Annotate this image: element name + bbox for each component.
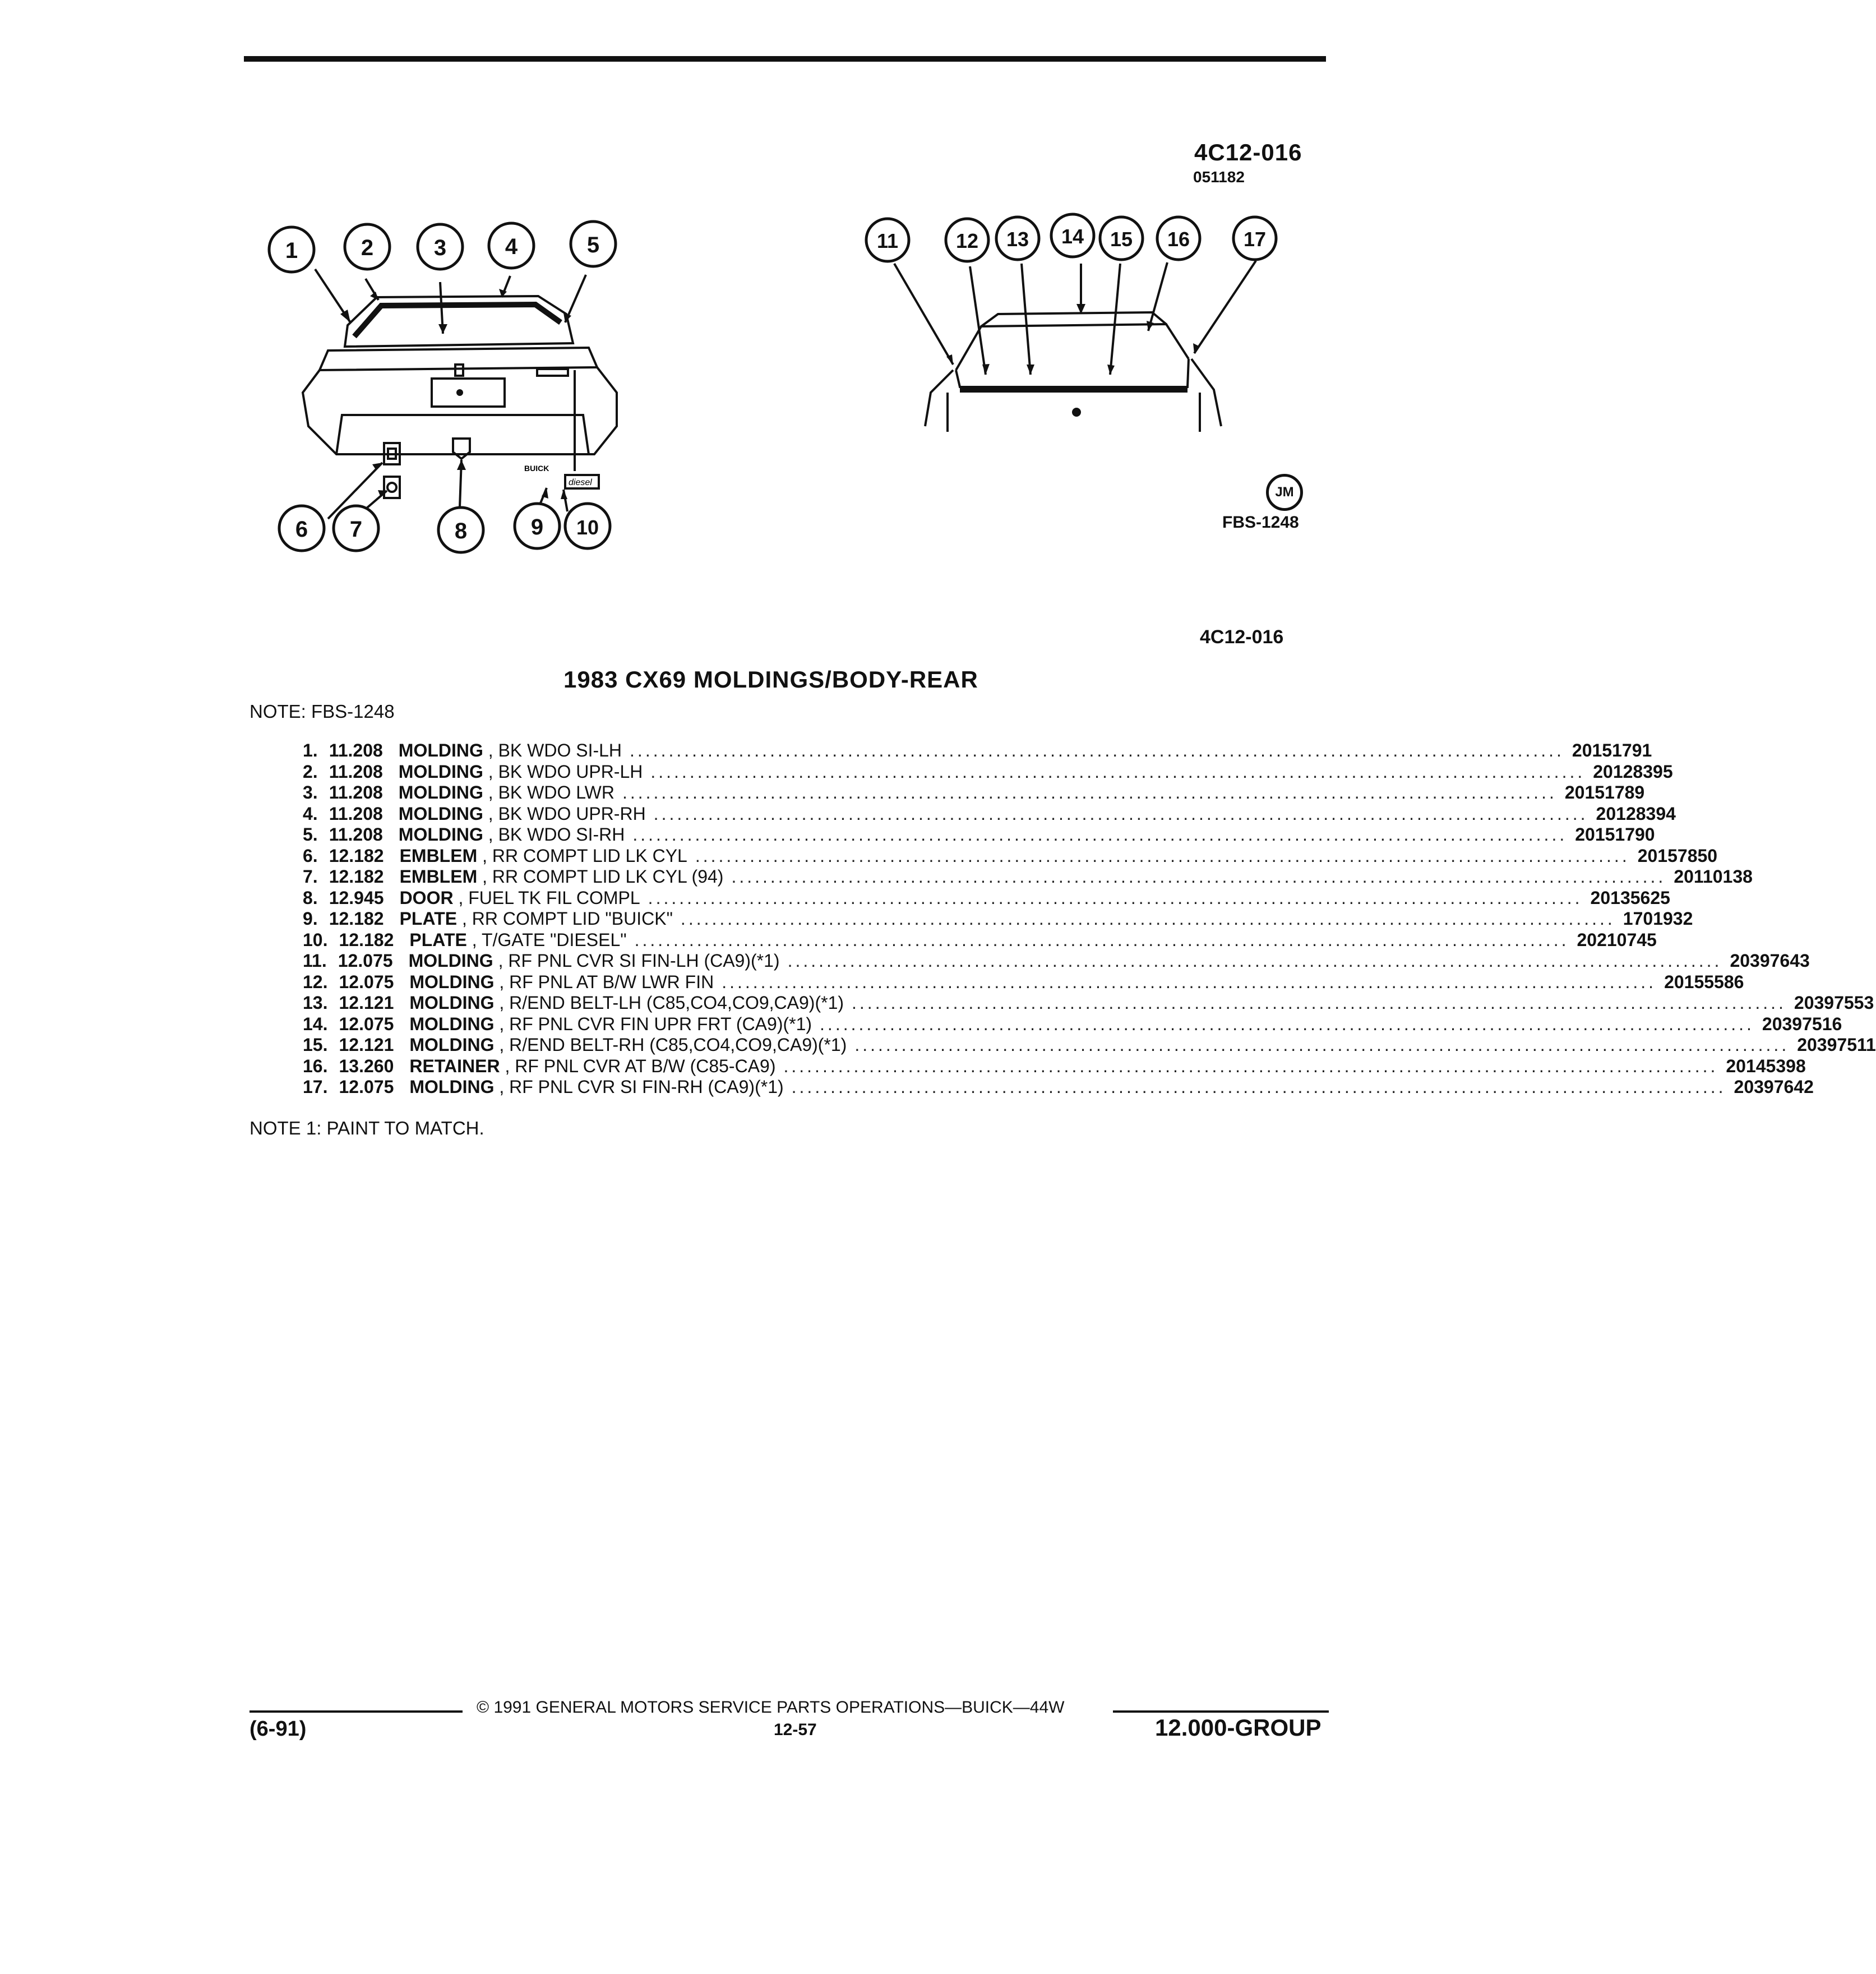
part-name: MOLDING bbox=[398, 803, 483, 824]
leader-dots: ........................................................................................................................ bbox=[791, 1077, 1726, 1097]
part-description bbox=[383, 782, 614, 803]
right-car-roof bbox=[956, 324, 1189, 370]
leader-dots: ........................................................................................................................ bbox=[622, 782, 1557, 802]
leader-dots: ........................................................................................................................ bbox=[648, 887, 1583, 908]
part-index: 4. bbox=[303, 803, 318, 824]
part-number: 20210745 bbox=[1577, 929, 1657, 950]
part-detail: , RF PNL CVR SI FIN-RH (CA9)(*1) bbox=[494, 1077, 784, 1097]
part-description bbox=[384, 846, 687, 866]
callout-9 bbox=[515, 504, 560, 548]
part-code: 12.945 bbox=[329, 887, 384, 908]
part-name: MOLDING bbox=[398, 824, 483, 845]
svg-text:15: 15 bbox=[1110, 228, 1133, 251]
parts-row bbox=[303, 971, 1744, 993]
part-index: 15. bbox=[303, 1035, 328, 1055]
leader-dots: ........................................................................................................................ bbox=[650, 761, 1586, 782]
svg-text:11: 11 bbox=[876, 229, 899, 252]
part-name: MOLDING bbox=[409, 993, 495, 1013]
left-car-deck-lid bbox=[320, 348, 597, 370]
part-index: 6. bbox=[303, 845, 318, 866]
part-number: 20155586 bbox=[1664, 971, 1744, 992]
callout-11 bbox=[866, 219, 909, 261]
part-index: 1. bbox=[303, 740, 318, 760]
part-code: 11.208 bbox=[329, 740, 383, 760]
page-number: 12-57 bbox=[774, 1721, 817, 1739]
parts-row bbox=[303, 1013, 1842, 1035]
part-index: 8. bbox=[303, 887, 318, 908]
part-detail: , R/END BELT-RH (C85,CO4,CO9,CA9)(*1) bbox=[494, 1035, 847, 1055]
part-number: 20151791 bbox=[1572, 740, 1652, 760]
part-number: 20151790 bbox=[1575, 824, 1655, 845]
part-code: 13.260 bbox=[339, 1055, 394, 1076]
part-code: 12.121 bbox=[339, 993, 394, 1013]
part-name: MOLDING bbox=[409, 1013, 495, 1034]
callout-17 bbox=[1233, 217, 1276, 260]
part-description bbox=[394, 993, 844, 1013]
part-number: 20397511 bbox=[1797, 1035, 1876, 1055]
leader-dots: ........................................................................................................................ bbox=[854, 1035, 1790, 1055]
callout-2 bbox=[345, 224, 390, 269]
part-description bbox=[383, 804, 646, 824]
part-code: 12.182 bbox=[329, 908, 384, 929]
part-name: MOLDING bbox=[409, 1035, 495, 1055]
part-detail: , BK WDO UPR-LH bbox=[483, 761, 643, 782]
part-detail: , BK WDO SI-LH bbox=[483, 740, 622, 760]
part-index: 5. bbox=[303, 824, 318, 845]
callout-13 bbox=[996, 217, 1039, 260]
part-name: PLATE bbox=[399, 908, 458, 929]
part-description bbox=[383, 824, 625, 845]
part-number: 20397516 bbox=[1762, 1013, 1842, 1034]
svg-text:3: 3 bbox=[433, 236, 447, 260]
part-index: 14. bbox=[303, 1013, 328, 1034]
jm-logo: JM bbox=[1266, 474, 1303, 511]
part-code: 11.208 bbox=[329, 761, 383, 782]
part-code: 12.075 bbox=[338, 951, 393, 971]
part-detail: , RF PNL CVR SI FIN-LH (CA9)(*1) bbox=[493, 951, 780, 971]
parts-illustration bbox=[0, 0, 1417, 617]
part-number: 20397553 bbox=[1794, 993, 1874, 1013]
callout-12 bbox=[946, 219, 988, 261]
part-number: 20397642 bbox=[1734, 1077, 1814, 1097]
part-index: 13. bbox=[303, 993, 328, 1013]
parts-row bbox=[303, 1077, 1814, 1098]
date-code: 051182 bbox=[1193, 168, 1245, 186]
part-name: MOLDING bbox=[398, 740, 483, 760]
part-detail: , RR COMPT LID LK CYL bbox=[477, 845, 687, 866]
svg-text:7: 7 bbox=[349, 517, 363, 542]
part-code: 12.182 bbox=[339, 929, 394, 950]
svg-text:14: 14 bbox=[1061, 225, 1084, 248]
part-name: EMBLEM bbox=[399, 866, 478, 887]
svg-text:6: 6 bbox=[295, 517, 308, 542]
parts-row bbox=[303, 761, 1673, 783]
part-name: MOLDING bbox=[398, 782, 483, 802]
part-description bbox=[394, 1035, 847, 1055]
part-description bbox=[394, 1056, 775, 1077]
part-index: 9. bbox=[303, 908, 318, 929]
leader-dots: ........................................................................................................................ bbox=[852, 993, 1786, 1013]
part-description bbox=[394, 930, 626, 951]
part-code: 12.075 bbox=[339, 1077, 394, 1097]
figure-code: FBS-1248 bbox=[1222, 513, 1299, 532]
part-detail: , RR COMPT LID "BUICK" bbox=[457, 908, 673, 929]
section-code: 4C12-016 bbox=[1200, 626, 1284, 648]
parts-row bbox=[303, 866, 1753, 888]
part-detail: , T/GATE "DIESEL" bbox=[466, 929, 627, 950]
part-number: 20151789 bbox=[1564, 782, 1645, 802]
svg-text:17: 17 bbox=[1243, 228, 1267, 251]
footer-rule-left bbox=[249, 1710, 463, 1713]
svg-text:2: 2 bbox=[361, 236, 374, 260]
callout-8 bbox=[438, 508, 483, 552]
fuel-door bbox=[453, 439, 470, 459]
part-code: 12.121 bbox=[339, 1035, 394, 1055]
svg-text:16: 16 bbox=[1167, 228, 1190, 251]
part-detail: , FUEL TK FIL COMPL bbox=[453, 887, 640, 908]
callout-3 bbox=[418, 224, 463, 269]
part-name: PLATE bbox=[409, 929, 467, 950]
buick-badge: BUICK bbox=[524, 464, 549, 473]
part-index: 16. bbox=[303, 1055, 328, 1076]
part-code: 11.208 bbox=[329, 824, 383, 845]
part-index: 11. bbox=[303, 951, 327, 971]
part-code: 12.075 bbox=[339, 971, 394, 992]
parts-row bbox=[303, 887, 1670, 909]
leader-dots: ........................................................................................................................ bbox=[722, 971, 1657, 992]
part-index: 12. bbox=[303, 971, 328, 992]
callout-15 bbox=[1100, 217, 1143, 260]
leader-dots: ........................................................................................................................ bbox=[731, 866, 1666, 887]
part-detail: , BK WDO LWR bbox=[483, 782, 614, 802]
part-description bbox=[384, 888, 640, 908]
group-label: 12.000-GROUP bbox=[1155, 1714, 1321, 1741]
part-number: 20110138 bbox=[1674, 866, 1753, 887]
svg-text:4: 4 bbox=[505, 234, 518, 259]
callout-10 bbox=[565, 504, 610, 548]
part-name: RETAINER bbox=[409, 1055, 500, 1076]
svg-text:10: 10 bbox=[576, 516, 599, 539]
left-car-body bbox=[303, 367, 617, 454]
note-top: NOTE: FBS-1248 bbox=[249, 701, 395, 722]
leader-dots: ........................................................................................................................ bbox=[634, 929, 1569, 950]
part-detail: , RF PNL CVR AT B/W (C85-CA9) bbox=[500, 1055, 776, 1076]
part-name: MOLDING bbox=[398, 761, 483, 782]
callout-16 bbox=[1157, 217, 1200, 260]
part-description bbox=[384, 908, 673, 929]
callout-1 bbox=[269, 227, 314, 272]
svg-text:5: 5 bbox=[586, 233, 600, 257]
part-index: 3. bbox=[303, 782, 318, 802]
leader-dots: ........................................................................................................................ bbox=[820, 1013, 1754, 1034]
part-name: MOLDING bbox=[409, 1077, 495, 1097]
parts-row bbox=[303, 1055, 1806, 1077]
part-description bbox=[394, 972, 714, 993]
part-detail: , RF PNL CVR FIN UPR FRT (CA9)(*1) bbox=[494, 1013, 812, 1034]
footer-date: (6-91) bbox=[249, 1717, 307, 1741]
parts-row bbox=[303, 908, 1693, 930]
part-detail: , R/END BELT-LH (C85,CO4,CO9,CA9)(*1) bbox=[494, 993, 844, 1013]
part-name: DOOR bbox=[399, 887, 454, 908]
parts-row bbox=[303, 740, 1652, 762]
part-number: 1701932 bbox=[1623, 908, 1693, 929]
leader-dots: ........................................................................................................................ bbox=[783, 1055, 1718, 1076]
illustration-code: 4C12-016 bbox=[1194, 139, 1302, 165]
part-detail: , RF PNL AT B/W LWR FIN bbox=[494, 971, 714, 992]
parts-list bbox=[303, 740, 1876, 1098]
callout-14 bbox=[1051, 214, 1094, 257]
callout-7 bbox=[334, 506, 378, 551]
leader-dots: ........................................................................................................................ bbox=[653, 803, 1588, 824]
part-detail: , RR COMPT LID LK CYL (94) bbox=[477, 866, 724, 887]
part-name: MOLDING bbox=[408, 951, 493, 971]
part-description bbox=[393, 951, 780, 971]
svg-text:1: 1 bbox=[285, 238, 298, 263]
svg-text:8: 8 bbox=[454, 519, 468, 543]
part-index: 10. bbox=[303, 929, 328, 950]
part-number: 20397643 bbox=[1730, 951, 1810, 971]
part-number: 20128395 bbox=[1593, 761, 1673, 782]
parts-row bbox=[303, 803, 1676, 825]
part-code: 12.182 bbox=[329, 845, 384, 866]
leader-dots: ........................................................................................................................ bbox=[695, 845, 1630, 866]
part-name: MOLDING bbox=[409, 971, 495, 992]
parts-row bbox=[303, 845, 1718, 867]
part-code: 11.208 bbox=[329, 782, 383, 802]
part-code: 12.075 bbox=[339, 1013, 394, 1034]
part-description bbox=[394, 1077, 783, 1097]
part-index: 2. bbox=[303, 761, 318, 782]
part-description bbox=[383, 740, 622, 761]
leader-dots: ........................................................................................................................ bbox=[632, 824, 1568, 845]
callout-5 bbox=[571, 222, 616, 266]
part-number: 20145398 bbox=[1726, 1055, 1806, 1076]
part-description bbox=[394, 1014, 812, 1035]
callout-4 bbox=[489, 223, 534, 268]
parts-row bbox=[303, 824, 1655, 846]
part-description bbox=[383, 762, 643, 782]
svg-text:9: 9 bbox=[530, 515, 544, 539]
part-detail: , BK WDO UPR-RH bbox=[483, 803, 646, 824]
svg-text:13: 13 bbox=[1006, 228, 1029, 251]
parts-row bbox=[303, 951, 1810, 972]
part-index: 17. bbox=[303, 1077, 328, 1097]
part-code: 12.182 bbox=[329, 866, 384, 887]
part-detail: , BK WDO SI-RH bbox=[483, 824, 625, 845]
note-bottom: NOTE 1: PAINT TO MATCH. bbox=[249, 1118, 484, 1138]
diesel-badge-text: diesel bbox=[569, 478, 592, 487]
parts-row bbox=[303, 1035, 1876, 1056]
leader-dots: ........................................................................................................................ bbox=[630, 740, 1564, 760]
footer-rule-right bbox=[1113, 1710, 1329, 1713]
parts-row bbox=[303, 929, 1657, 951]
part-number: 20135625 bbox=[1590, 887, 1670, 908]
callout-6 bbox=[279, 506, 324, 551]
part-code: 11.208 bbox=[329, 803, 383, 824]
part-name: EMBLEM bbox=[399, 845, 478, 866]
part-number: 20128394 bbox=[1596, 803, 1676, 824]
part-description bbox=[384, 866, 724, 887]
page-title: 1983 CX69 MOLDINGS/BODY-REAR bbox=[563, 666, 978, 693]
footer-copyright: © 1991 GENERAL MOTORS SERVICE PARTS OPERATIONS—BUICK—44W bbox=[477, 1698, 1065, 1717]
part-index: 7. bbox=[303, 866, 318, 887]
svg-text:12: 12 bbox=[955, 229, 979, 252]
leader-dots: ........................................................................................................................ bbox=[787, 951, 1722, 971]
parts-row bbox=[303, 993, 1874, 1014]
part-number: 20157850 bbox=[1637, 845, 1718, 866]
parts-row bbox=[303, 782, 1645, 804]
leader-dots: ........................................................................................................................ bbox=[680, 908, 1615, 929]
